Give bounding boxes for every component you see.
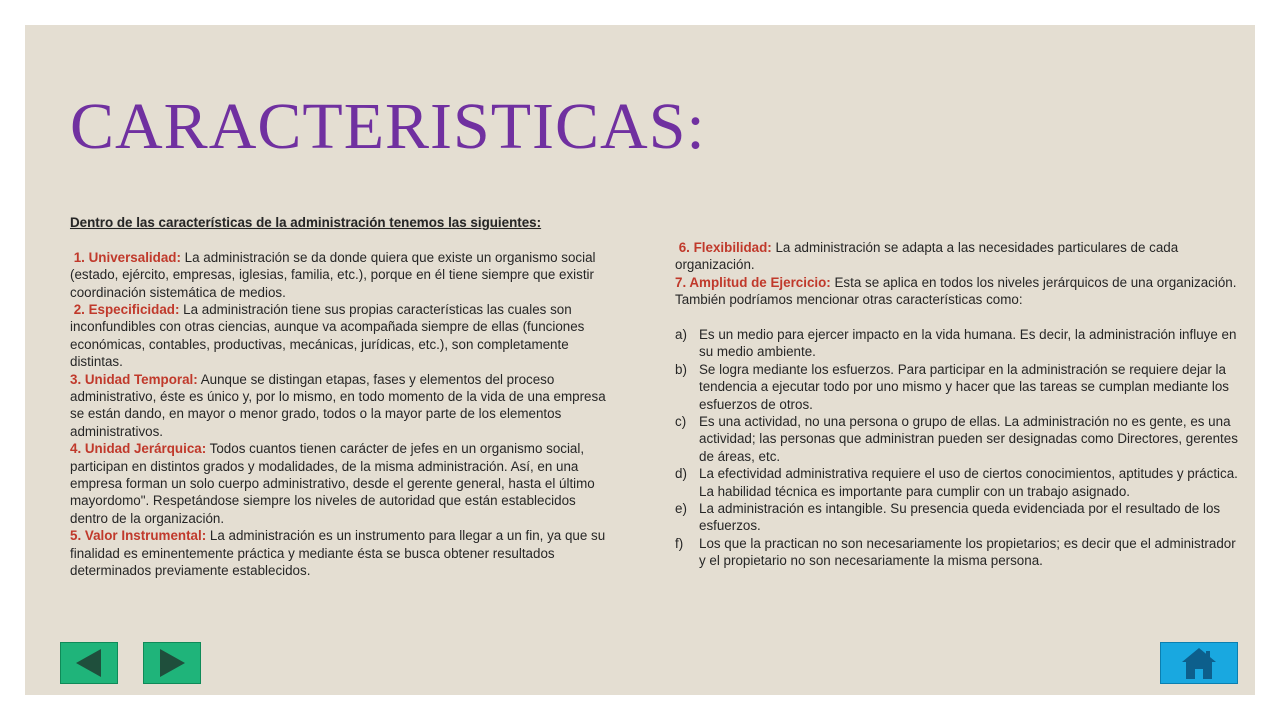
characteristic-item bbox=[70, 371, 610, 441]
characteristic-text: Aunque se distingan etapas, fases y elementos del proceso administrativo, éste es único y, por lo mismo, en todo momento de la vida de una empresa se están dando, en mayor o menor grado, todos o la mayor parte de los elementos administrativos. bbox=[70, 371, 606, 439]
triangle-right-icon bbox=[144, 643, 200, 683]
list-letter: a) bbox=[675, 327, 687, 343]
list-item bbox=[675, 465, 1240, 500]
characteristic-term: 1. Universalidad: bbox=[73, 249, 181, 265]
characteristic-text: La administración se da donde quiera que existe un organismo social (estado, ejército, empresas, iglesias, familia, etc.), porque en él tiene siempre que existir coordinación sistemática de medios. bbox=[70, 249, 596, 300]
list-letter: d) bbox=[675, 466, 687, 482]
characteristic-term: 6. Flexibilidad: bbox=[678, 240, 772, 255]
slide-title: CARACTERISTICAS: bbox=[70, 90, 706, 163]
list-text: La administración es intangible. Su presencia queda evidenciada por el resultado de los esfuerzos. bbox=[699, 501, 1221, 534]
list-text: Es una actividad, no una persona o grupo de ellas. La administración no es gente, es una actividad; las personas que administran pueden ser designadas como Directores, gerentes de áreas, etc. bbox=[699, 414, 1238, 464]
characteristic-term: 5. Valor Instrumental: bbox=[70, 528, 207, 544]
list-item bbox=[675, 413, 1240, 465]
characteristic-term: 4. Unidad Jerárquica: bbox=[70, 441, 207, 457]
characteristic-item bbox=[70, 301, 610, 371]
characteristic-term: 2. Especificidad: bbox=[73, 302, 180, 318]
characteristic-text: La administración es un instrumento para llegar a un fin, ya que su finalidad es eminentemente práctica y mediante ésta se busca obtener resultados determinados previamente establecidos. bbox=[70, 528, 606, 579]
list-text: Es un medio para ejercer impacto en la vida humana. Es decir, la administración influye en su medio ambiente. bbox=[699, 327, 1237, 360]
left-column bbox=[70, 214, 610, 580]
home-button[interactable] bbox=[1160, 642, 1238, 684]
characteristics-list bbox=[675, 326, 1240, 570]
characteristic-text: Esta se aplica en todos los niveles jerárquicos de una organización. También podríamos mencionar otras características como: bbox=[675, 274, 1237, 308]
characteristic-item bbox=[675, 239, 1240, 274]
characteristic-item bbox=[675, 274, 1240, 309]
characteristic-text: La administración se adapta a las necesidades particulares de cada organización. bbox=[675, 240, 1179, 273]
list-letter: c) bbox=[675, 414, 687, 430]
slide bbox=[25, 25, 1255, 695]
characteristic-item bbox=[70, 527, 610, 579]
list-text: La efectividad administrativa requiere el uso de ciertos conocimientos, aptitudes y práctica. La habilidad técnica es importante para cumplir con un trabajo asignado. bbox=[699, 466, 1238, 499]
list-letter: f) bbox=[675, 535, 684, 551]
right-column bbox=[675, 239, 1240, 570]
characteristic-term: 3. Unidad Temporal: bbox=[70, 371, 198, 387]
list-letter: b) bbox=[675, 361, 687, 377]
characteristic-item bbox=[70, 440, 610, 527]
previous-slide-button[interactable] bbox=[60, 642, 118, 684]
list-item bbox=[675, 535, 1240, 570]
intro-text: Dentro de las características de la administración tenemos las siguientes: bbox=[70, 215, 542, 230]
list-item bbox=[675, 500, 1240, 535]
characteristic-term: 7. Amplitud de Ejercicio: bbox=[675, 274, 831, 290]
list-item bbox=[675, 326, 1240, 361]
characteristic-text: Todos cuantos tienen carácter de jefes en un organismo social, participan en distintos grados y modalidades, de la misma administración. Así, en una empresa forman un solo cuerpo administrativo, desde el gerente general, hasta el último mayordomo". Respetándose siempre los niveles de autoridad que están establecidos dentro de la organización. bbox=[70, 441, 595, 526]
spacer bbox=[675, 309, 1240, 326]
home-icon bbox=[1161, 643, 1237, 683]
next-slide-button[interactable] bbox=[143, 642, 201, 684]
list-text: Se logra mediante los esfuerzos. Para participar en la administración se requiere dejar la tendencia a ejecutar todo por uno mismo y hacer que las tareas se cumplan mediante los esfuerzos de otros. bbox=[699, 361, 1229, 412]
list-text: Los que la practican no son necesariamente los propietarios; es decir que el administrador y el propietario no son necesariamente la misma persona. bbox=[699, 535, 1236, 569]
triangle-left-icon bbox=[61, 643, 117, 683]
characteristic-item bbox=[70, 249, 610, 301]
list-item bbox=[675, 361, 1240, 413]
characteristic-text: La administración tiene sus propias características las cuales son inconfundibles con otras ciencias, aunque va acompañada siempre de ellas (funciones económicas, contables, productivas, mecánicas, jurídicas, etc.), son completamente distintas. bbox=[70, 302, 585, 370]
list-letter: e) bbox=[675, 501, 687, 517]
